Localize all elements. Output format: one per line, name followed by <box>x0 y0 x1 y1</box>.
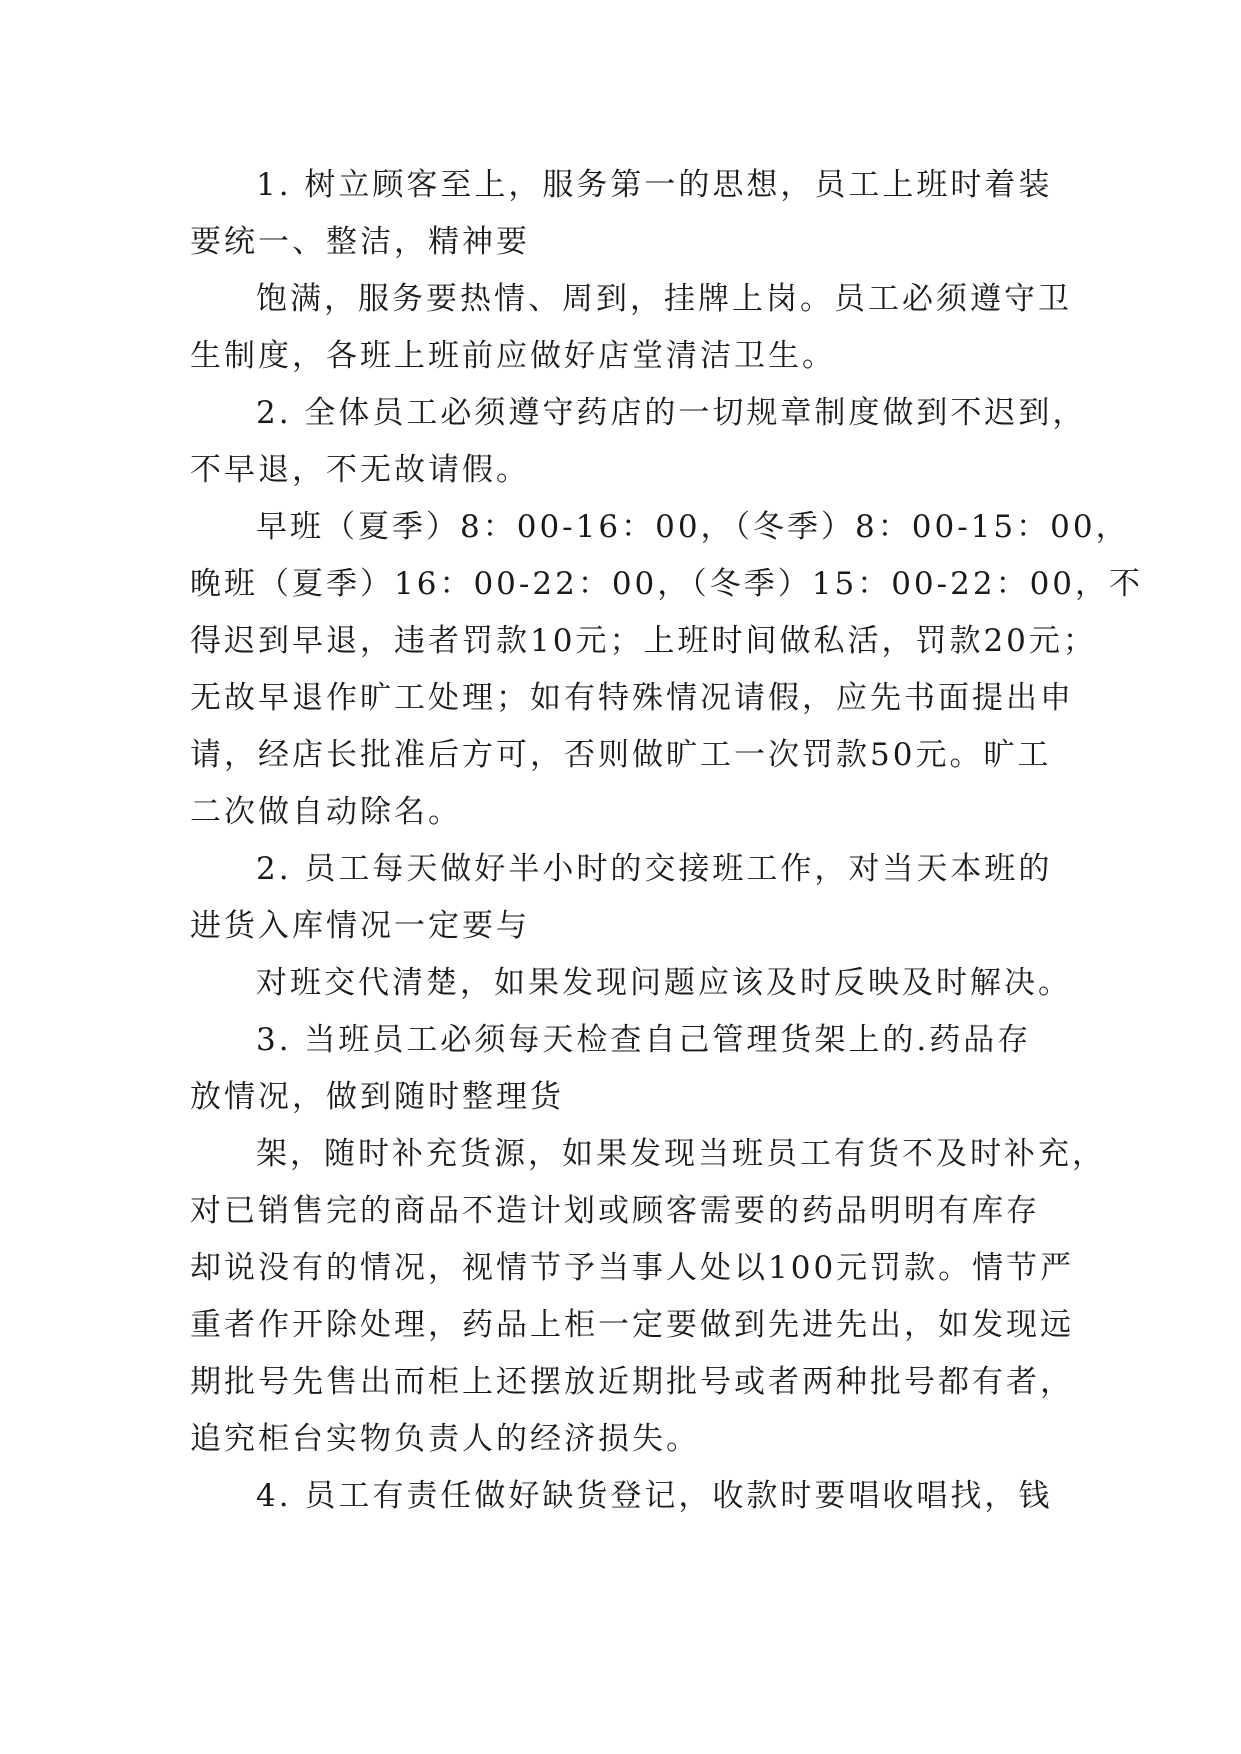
text-line: 二次做自动除名。 <box>190 794 462 830</box>
text-line: 得迟到早退，违者罚款10元；上班时间做私活，罚款20元； <box>190 623 1097 659</box>
text-line: 2. 员工每天做好半小时的交接班工作，对当天本班的 <box>256 851 1053 887</box>
text-line: 要统一、整洁，精神要 <box>190 224 530 260</box>
text-line: 架，随时补充货源，如果发现当班员工有货不及时补充， <box>256 1136 1106 1172</box>
text-line: 4. 员工有责任做好缺货登记，收款时要唱收唱找，钱 <box>256 1478 1053 1514</box>
text-line: 对已销售完的商品不造计划或顾客需要的药品明明有库存 <box>190 1193 1040 1229</box>
text-line: 晚班（夏季）16：00-22：00，（冬季）15：00-22：00，不 <box>190 566 1144 602</box>
text-line: 请，经店长批准后方可，否则做旷工一次罚款50元。旷工 <box>190 737 1052 773</box>
text-line: 生制度，各班上班前应做好店堂清洁卫生。 <box>190 338 836 374</box>
text-line: 对班交代清楚，如果发现问题应该及时反映及时解决。 <box>256 965 1072 1001</box>
text-line: 却说没有的情况，视情节予当事人处以100元罚款。情节严 <box>190 1250 1075 1286</box>
text-line: 1. 树立顾客至上，服务第一的思想，员工上班时着装 <box>256 167 1053 203</box>
text-line: 不早退，不无故请假。 <box>190 452 530 488</box>
text-line: 无故早退作旷工处理；如有特殊情况请假，应先书面提出申 <box>190 680 1074 716</box>
text-line: 2. 全体员工必须遵守药店的一切规章制度做到不迟到， <box>256 395 1087 431</box>
text-line: 进货入库情况一定要与 <box>190 908 530 944</box>
text-line: 追究柜台实物负责人的经济损失。 <box>190 1421 700 1457</box>
text-line: 期批号先售出而柜上还摆放近期批号或者两种批号都有者， <box>190 1364 1074 1400</box>
text-line: 重者作开除处理，药品上柜一定要做到先进先出，如发现远 <box>190 1307 1074 1343</box>
text-line: 放情况，做到随时整理货 <box>190 1079 564 1115</box>
text-line: 早班（夏季）8：00-16：00，（冬季）8：00-15：00， <box>256 509 1130 545</box>
text-line: 饱满，服务要热情、周到，挂牌上岗。员工必须遵守卫 <box>256 281 1072 317</box>
text-line: 3. 当班员工必须每天检查自己管理货架上的.药品存 <box>256 1022 1032 1058</box>
